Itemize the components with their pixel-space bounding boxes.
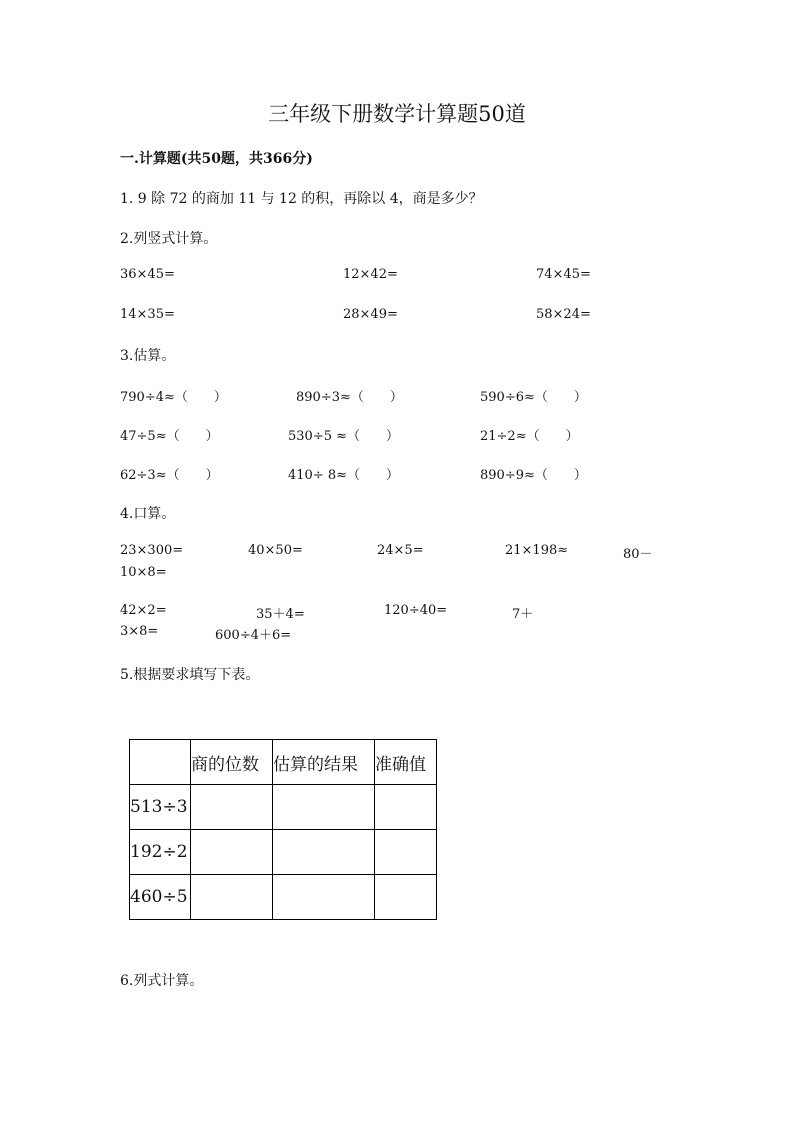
answer-cell[interactable] (273, 875, 375, 920)
page-title: 三年级下册数学计算题50道 (268, 102, 526, 126)
table-header-cell: 准确值 (375, 740, 437, 785)
question-5-title: 5.根据要求填写下表。 (120, 667, 260, 683)
q3-item: 790÷4≈（ ） (120, 390, 227, 405)
question-3-title: 3.估算。 (120, 348, 176, 364)
q4-item: 600÷4＋6= (215, 628, 292, 643)
answer-cell[interactable] (375, 830, 437, 875)
table-row-label: 513÷3 (130, 785, 191, 830)
table-row-label: 460÷5 (130, 875, 191, 920)
q4-item: 35＋4= (256, 607, 305, 622)
q3-item: 21÷2≈（ ） (480, 429, 579, 444)
question-1: 1. 9 除 72 的商加 11 与 12 的积，再除以 4，商是多少？ (120, 191, 483, 207)
answer-cell[interactable] (191, 875, 273, 920)
q2-item: 74×45= (536, 267, 591, 282)
q2-item: 14×35= (120, 307, 175, 322)
table-header-cell: 估算的结果 (273, 740, 375, 785)
q4-item: 24×5= (377, 543, 424, 558)
table-header-cell (130, 740, 191, 785)
q4-item: 7＋ (512, 607, 534, 622)
table-row (130, 875, 437, 920)
q4-item: 21×198≈ (505, 543, 569, 558)
q4-item: 42×2= (120, 603, 167, 618)
q3-item: 890÷3≈（ ） (296, 390, 403, 405)
answer-cell[interactable] (191, 785, 273, 830)
q4-item: 10×8= (120, 565, 167, 580)
q4-item: 23×300= (120, 543, 184, 558)
q3-item: 410÷ 8≈（ ） (288, 468, 400, 483)
q4-item: 80－ (623, 547, 653, 562)
table-header-cell: 商的位数 (191, 740, 273, 785)
q3-item: 890÷9≈（ ） (480, 468, 587, 483)
table-row (130, 830, 437, 875)
q2-item: 58×24= (536, 307, 591, 322)
answer-cell[interactable] (375, 875, 437, 920)
q4-item: 3×8= (120, 624, 159, 639)
q3-item: 47÷5≈（ ） (120, 429, 219, 444)
section-heading: 一.计算题(共50题，共366分) (120, 151, 313, 167)
q4-item: 120÷40= (384, 603, 448, 618)
q3-item: 62÷3≈（ ） (120, 468, 219, 483)
answer-table (129, 739, 437, 920)
answer-cell[interactable] (273, 785, 375, 830)
q3-item: 590÷6≈（ ） (480, 390, 587, 405)
q2-item: 12×42= (343, 267, 398, 282)
answer-cell[interactable] (191, 830, 273, 875)
question-2-title: 2.列竖式计算。 (120, 231, 218, 247)
question-4-title: 4.口算。 (120, 506, 176, 522)
q2-item: 28×49= (343, 307, 398, 322)
q3-item: 530÷5 ≈（ ） (288, 429, 400, 444)
q4-item: 40×50= (248, 543, 303, 558)
table-header-row (130, 740, 437, 785)
answer-cell[interactable] (375, 785, 437, 830)
answer-cell[interactable] (273, 830, 375, 875)
table-row (130, 785, 437, 830)
table-row-label: 192÷2 (130, 830, 191, 875)
question-6-title: 6.列式计算。 (120, 973, 204, 989)
q2-item: 36×45= (120, 267, 175, 282)
